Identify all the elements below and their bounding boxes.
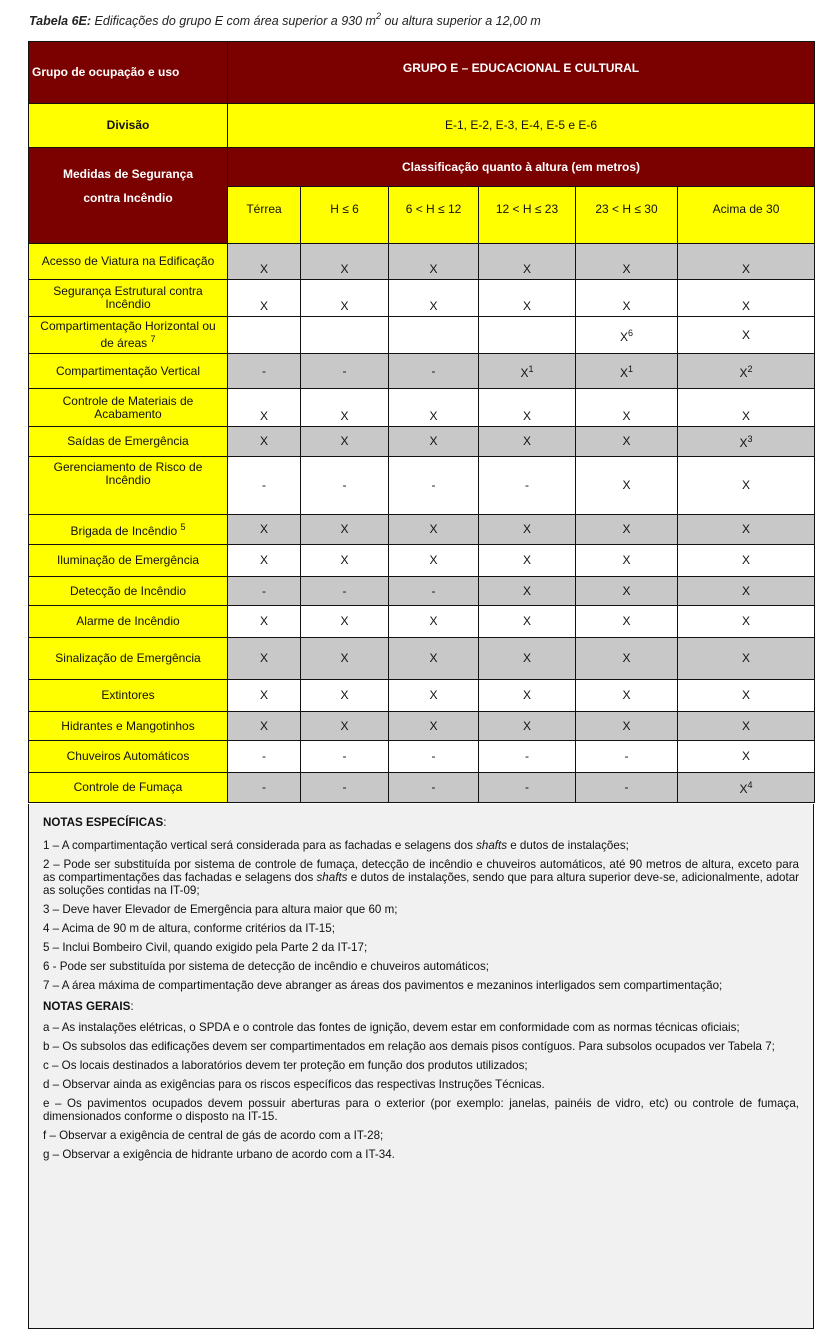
requirement-cell [479,427,576,457]
requirement-cell [479,712,576,741]
requirement-cell [228,680,301,712]
general-note: d – Observar ainda as exigências para os riscos específicos das respectivas Instruções Técnicas. [43,1078,545,1091]
requirement-mark: X [340,718,349,733]
requirement-cell [576,515,678,545]
requirement-mark: X [622,651,631,665]
requirement-cell [389,389,479,427]
height-column-header: 12 < H ≤ 23 [479,187,576,244]
requirement-mark: X [340,651,349,665]
requirement-mark: X [259,409,268,423]
requirement-cell [301,457,389,515]
requirement-mark: X [429,522,438,536]
requirement-mark: - [262,583,266,598]
measure-label-text: Chuveiros Automáticos [66,749,190,763]
general-notes-heading: NOTAS GERAIS: [43,1000,134,1013]
requirement-cell [479,606,576,638]
requirement-mark: X [259,262,268,276]
measure-label [29,317,228,354]
requirement-mark: X [742,614,751,628]
requirement-cell [678,457,815,515]
requirement-mark: - [525,780,529,794]
measure-label [29,354,228,389]
requirement-mark: X [742,299,751,313]
requirement-mark: X [340,522,349,536]
requirement-cell [389,577,479,606]
measure-label-text: Gerenciamento de Risco de Incêndio [53,460,203,487]
requirement-cell [479,577,576,606]
requirement-cell [301,317,389,354]
measure-label [29,606,228,638]
requirement-mark: X [522,718,531,733]
requirement-mark: - [262,363,266,378]
measure-label-text: Saídas de Emergência [67,434,189,448]
requirement-mark: X [622,553,631,567]
requirement-mark: X [742,409,751,423]
requirement-cell [576,680,678,712]
table-row [29,317,815,354]
requirement-mark: X [619,329,628,344]
classification-label: Classificação quanto à altura (em metros) [228,148,815,187]
measure-label-text: Hidrantes e Mangotinhos [61,718,195,733]
requirement-mark: X [340,409,349,423]
measure-label [29,741,228,773]
requirement-cell [678,741,815,773]
requirement-mark: - [431,749,436,763]
measure-label [29,577,228,606]
measure-label-text: Compartimentação Horizontal ou de áreas [40,319,216,350]
requirement-mark: X [739,365,748,380]
requirement-mark: X [742,749,751,763]
requirement-cell [479,545,576,577]
requirement-cell [479,354,576,389]
general-note: b – Os subsolos das edificações devem ser compartimentados em relação aos demais pisos contíguos. Para subsolos ocupados ver Tabela 7; [43,1040,775,1053]
requirement-mark: X [429,409,438,423]
requirement-mark: X [259,434,268,448]
requirement-mark: X [622,614,631,628]
footnote-ref: 6 [628,327,634,338]
requirement-cell [678,638,815,680]
requirement-cell [479,741,576,773]
requirement-cell [479,638,576,680]
division-label: Divisão [29,104,228,148]
height-column-header: Acima de 30 [678,187,815,244]
requirement-cell [301,244,389,280]
requirement-mark: - [262,478,266,492]
requirement-cell [228,280,301,317]
requirement-cell [228,741,301,773]
requirement-cell [301,577,389,606]
requirement-mark: X [429,614,438,628]
requirement-mark: X [742,478,751,492]
requirement-mark: X [522,409,531,423]
requirement-cell [228,545,301,577]
requirement-mark: X [522,688,531,702]
requirement-mark: X [742,262,751,276]
requirement-cell [576,354,678,389]
requirement-cell [576,606,678,638]
requirement-cell [301,606,389,638]
requirement-cell [389,317,479,354]
requirement-mark: X [622,409,631,423]
requirement-cell [389,680,479,712]
requirement-cell [576,773,678,803]
table-row [29,244,815,280]
height-column-header: 6 < H ≤ 12 [389,187,479,244]
requirement-cell [301,280,389,317]
requirement-cell [228,244,301,280]
requirement-cell [576,389,678,427]
requirement-mark: X [739,782,748,796]
requirement-mark: X [340,299,349,313]
measure-label-text: Controle de Fumaça [73,780,183,794]
table-row [29,638,815,680]
requirement-cell [576,577,678,606]
general-note: g – Observar a exigência de hidrante urbano de acordo com a IT-34. [43,1148,395,1161]
requirement-cell [576,244,678,280]
requirement-cell [389,606,479,638]
caption-text: Edificações do grupo E com área superior a 930 m [91,14,376,29]
requirement-mark: X [522,434,531,448]
division-value: E-1, E-2, E-3, E-4, E-5 e E-6 [228,104,815,148]
requirement-mark: - [342,749,347,763]
footnote-ref: 4 [747,780,753,790]
measure-label [29,680,228,712]
classification-row [29,148,815,187]
table-row [29,389,815,427]
requirement-mark: X [522,553,531,567]
requirement-cell [301,773,389,803]
requirement-mark: X [340,688,349,702]
requirement-mark: X [622,299,631,313]
table-row [29,577,815,606]
requirement-mark: - [342,583,347,598]
requirement-mark: X [259,718,268,733]
safety-measures-table [28,41,815,803]
requirement-mark: X [742,553,751,567]
specific-note: 3 – Deve haver Elevador de Emergência para altura maior que 60 m; [43,903,398,916]
requirement-mark: X [622,262,631,276]
requirement-cell [479,680,576,712]
requirement-mark: X [259,614,268,628]
requirement-cell [576,545,678,577]
requirement-mark: X [522,583,531,598]
measure-label-text: Alarme de Incêndio [76,614,180,628]
requirement-mark: - [262,780,266,794]
requirement-cell [389,427,479,457]
measure-label-text: Iluminação de Emergência [56,553,200,567]
requirement-cell [228,389,301,427]
requirement-cell [678,389,815,427]
requirement-cell [228,577,301,606]
requirement-cell [576,317,678,354]
measure-label [29,515,228,545]
table-row [29,741,815,773]
requirement-mark: X [340,553,349,567]
requirement-mark: X [259,522,268,536]
caption-superscript: 2 [375,11,381,21]
requirement-mark: X [429,434,438,448]
measure-label [29,427,228,457]
requirement-mark: X [340,262,349,276]
requirement-cell [228,712,301,741]
measure-label-text: Compartimentação Vertical [55,363,201,378]
table-row [29,354,815,389]
footnote-ref: 5 [180,522,186,532]
requirement-cell [228,515,301,545]
requirement-cell [576,712,678,741]
requirement-mark: - [431,583,436,598]
requirement-cell [301,638,389,680]
requirement-cell [678,680,815,712]
footnote-ref: 3 [747,434,753,444]
requirement-mark: X [742,327,751,342]
requirement-cell [479,773,576,803]
requirement-mark: X [520,365,529,380]
requirement-mark: X [742,651,751,665]
requirement-mark: X [522,614,531,628]
requirement-cell [389,773,479,803]
table-row [29,712,815,741]
requirement-cell [228,638,301,680]
measure-label [29,389,228,427]
requirement-mark: X [429,688,438,702]
requirement-cell [576,638,678,680]
requirement-mark: X [622,434,631,448]
requirement-cell [576,457,678,515]
requirement-mark: X [259,553,268,567]
requirement-cell [678,545,815,577]
requirement-cell [479,317,576,354]
requirement-mark: - [431,780,436,794]
table-row [29,773,815,803]
specific-note: 6 - Pode ser substituída por sistema de detecção de incêndio e chuveiros automáticos; [43,960,489,973]
requirement-cell [301,427,389,457]
requirement-cell [389,280,479,317]
requirement-mark: X [622,688,631,702]
requirement-mark: X [622,583,631,598]
requirement-mark: - [525,478,529,492]
requirement-cell [301,545,389,577]
specific-notes-heading: NOTAS ESPECÍFICAS: [43,816,167,829]
requirement-mark: X [259,651,268,665]
measure-label-text: Detecção de Incêndio [69,583,187,598]
notes-section [28,804,814,1329]
requirement-mark: - [431,478,436,492]
table-row [29,515,815,545]
requirement-cell [678,427,815,457]
group-row [29,42,815,104]
requirement-mark: X [429,299,438,313]
requirement-mark: - [624,780,629,794]
footnote-ref: 7 [150,334,156,344]
table-row [29,280,815,317]
requirement-cell [479,280,576,317]
specific-note: 2 – Pode ser substituída por sistema de controle de fumaça, detecção de incêndio e chuveiros automáticos, até 90 metros de altura, exceto para as compartimentações das fachadas e selagens dos shafts e dutos de instalações, sendo que para altura superior deve-se, adicionalmente, adotar as soluções contidas na IT-09; [43,858,799,897]
requirement-mark: - [342,363,347,378]
footnote-ref: 1 [528,363,534,374]
requirement-mark: - [624,749,629,763]
measures-label: Medidas de Segurança contra Incêndio [29,148,228,244]
measure-label-text: Controle de Materiais de Acabamento [62,393,194,421]
requirement-cell [678,606,815,638]
specific-note: 4 – Acima de 90 m de altura, conforme critérios da IT-15; [43,922,335,935]
requirement-cell [678,773,815,803]
table-row [29,457,815,515]
requirement-cell [479,515,576,545]
requirement-mark: X [522,299,531,313]
group-label: Grupo de ocupação e uso [29,42,228,104]
requirement-cell [301,712,389,741]
requirement-cell [228,457,301,515]
requirement-cell [301,741,389,773]
requirement-cell [301,354,389,389]
specific-note: 7 – A área máxima de compartimentação deve abranger as áreas dos pavimentos e mezaninos interligados sem compartimentação; [43,979,723,992]
measure-label [29,638,228,680]
requirement-mark: - [431,363,436,378]
requirement-mark: X [742,522,751,536]
measure-label [29,773,228,803]
requirement-cell [576,427,678,457]
requirement-cell [678,280,815,317]
requirement-cell [479,244,576,280]
requirement-mark: - [342,780,347,794]
caption-label: Tabela 6E: [29,14,92,29]
measure-label-text: Segurança Estrutural contra Incêndio [53,284,203,311]
specific-note: 1 – A compartimentação vertical será considerada para as fachadas e selagens dos shafts e dutos de instalações; [43,839,629,852]
requirement-mark: X [742,688,751,702]
requirement-cell [301,389,389,427]
table-row [29,606,815,638]
requirement-cell [228,427,301,457]
requirement-mark: X [429,718,438,733]
measure-label [29,244,228,280]
requirement-mark: X [622,478,631,492]
general-note: f – Observar a exigência de central de gás de acordo com a IT-28; [43,1129,384,1142]
measure-label-text: Extintores [101,688,155,702]
requirement-mark: X [522,651,531,665]
caption-text-end: ou altura superior a 12,00 m [380,14,541,29]
height-column-header: Térrea [228,187,301,244]
requirement-cell [228,317,301,354]
requirement-cell [389,244,479,280]
requirement-cell [389,457,479,515]
requirement-mark: X [340,434,349,448]
requirement-cell [678,354,815,389]
general-note: c – Os locais destinados a laboratórios devem ter proteção em função dos produtos utilizados; [43,1059,528,1072]
requirement-cell [576,280,678,317]
requirement-mark: X [522,262,531,276]
requirement-mark: X [429,262,438,276]
height-column-header: H ≤ 6 [301,187,389,244]
general-note: e – Os pavimentos ocupados devem possuir aberturas para o exterior (por exemplo: janelas, painéis de vidro, etc) ou controle de fumaça, dimensionados conforme o disposto na IT-15. [43,1097,799,1123]
requirement-mark: X [429,651,438,665]
general-note: a – As instalações elétricas, o SPDA e o controle das fontes de ignição, devem estar em conformidade com as normas técnicas oficiais; [43,1021,740,1034]
requirement-mark: X [429,553,438,567]
requirement-cell [389,515,479,545]
measure-label [29,712,228,741]
table-row [29,427,815,457]
requirement-cell [678,577,815,606]
group-value: GRUPO E – EDUCACIONAL E CULTURAL [228,42,815,104]
requirement-mark: X [259,299,268,313]
table-row [29,545,815,577]
requirement-cell [389,741,479,773]
table-caption [29,12,541,28]
measure-label-text: Sinalização de Emergência [55,651,201,665]
requirement-cell [301,680,389,712]
measure-label-text: Brigada de Incêndio [70,524,178,538]
requirement-mark: X [742,583,751,598]
requirement-mark: X [742,718,751,733]
measure-label [29,457,228,515]
requirement-cell [389,354,479,389]
requirement-cell [479,457,576,515]
requirement-mark: - [342,478,347,492]
requirement-cell [389,545,479,577]
requirement-cell [576,741,678,773]
requirement-cell [389,712,479,741]
requirement-mark: X [522,522,531,536]
requirement-mark: X [259,688,268,702]
footnote-ref: 1 [628,363,634,374]
requirement-cell [678,244,815,280]
general-notes-list [43,1021,799,1161]
requirement-mark: X [622,718,631,733]
requirement-cell [678,712,815,741]
requirement-cell [479,389,576,427]
requirement-mark: X [622,522,631,536]
specific-note: 5 – Inclui Bombeiro Civil, quando exigido pela Parte 2 da IT-17; [43,941,368,954]
table-row [29,680,815,712]
requirement-mark: - [525,749,529,763]
requirement-cell [228,773,301,803]
requirement-cell [678,317,815,354]
requirement-cell [228,606,301,638]
requirement-mark: X [739,436,748,450]
requirement-cell [389,638,479,680]
height-column-header: 23 < H ≤ 30 [576,187,678,244]
requirement-cell [228,354,301,389]
measure-label [29,545,228,577]
specific-notes-list [43,839,799,992]
requirement-cell [678,515,815,545]
division-row [29,104,815,148]
footnote-ref: 2 [747,363,753,374]
requirement-mark: X [619,365,628,380]
measure-label [29,280,228,317]
requirement-cell [301,515,389,545]
requirement-mark: - [262,749,266,763]
measure-label-text: Acesso de Viatura na Edificação [41,254,215,268]
requirement-mark: X [340,614,349,628]
